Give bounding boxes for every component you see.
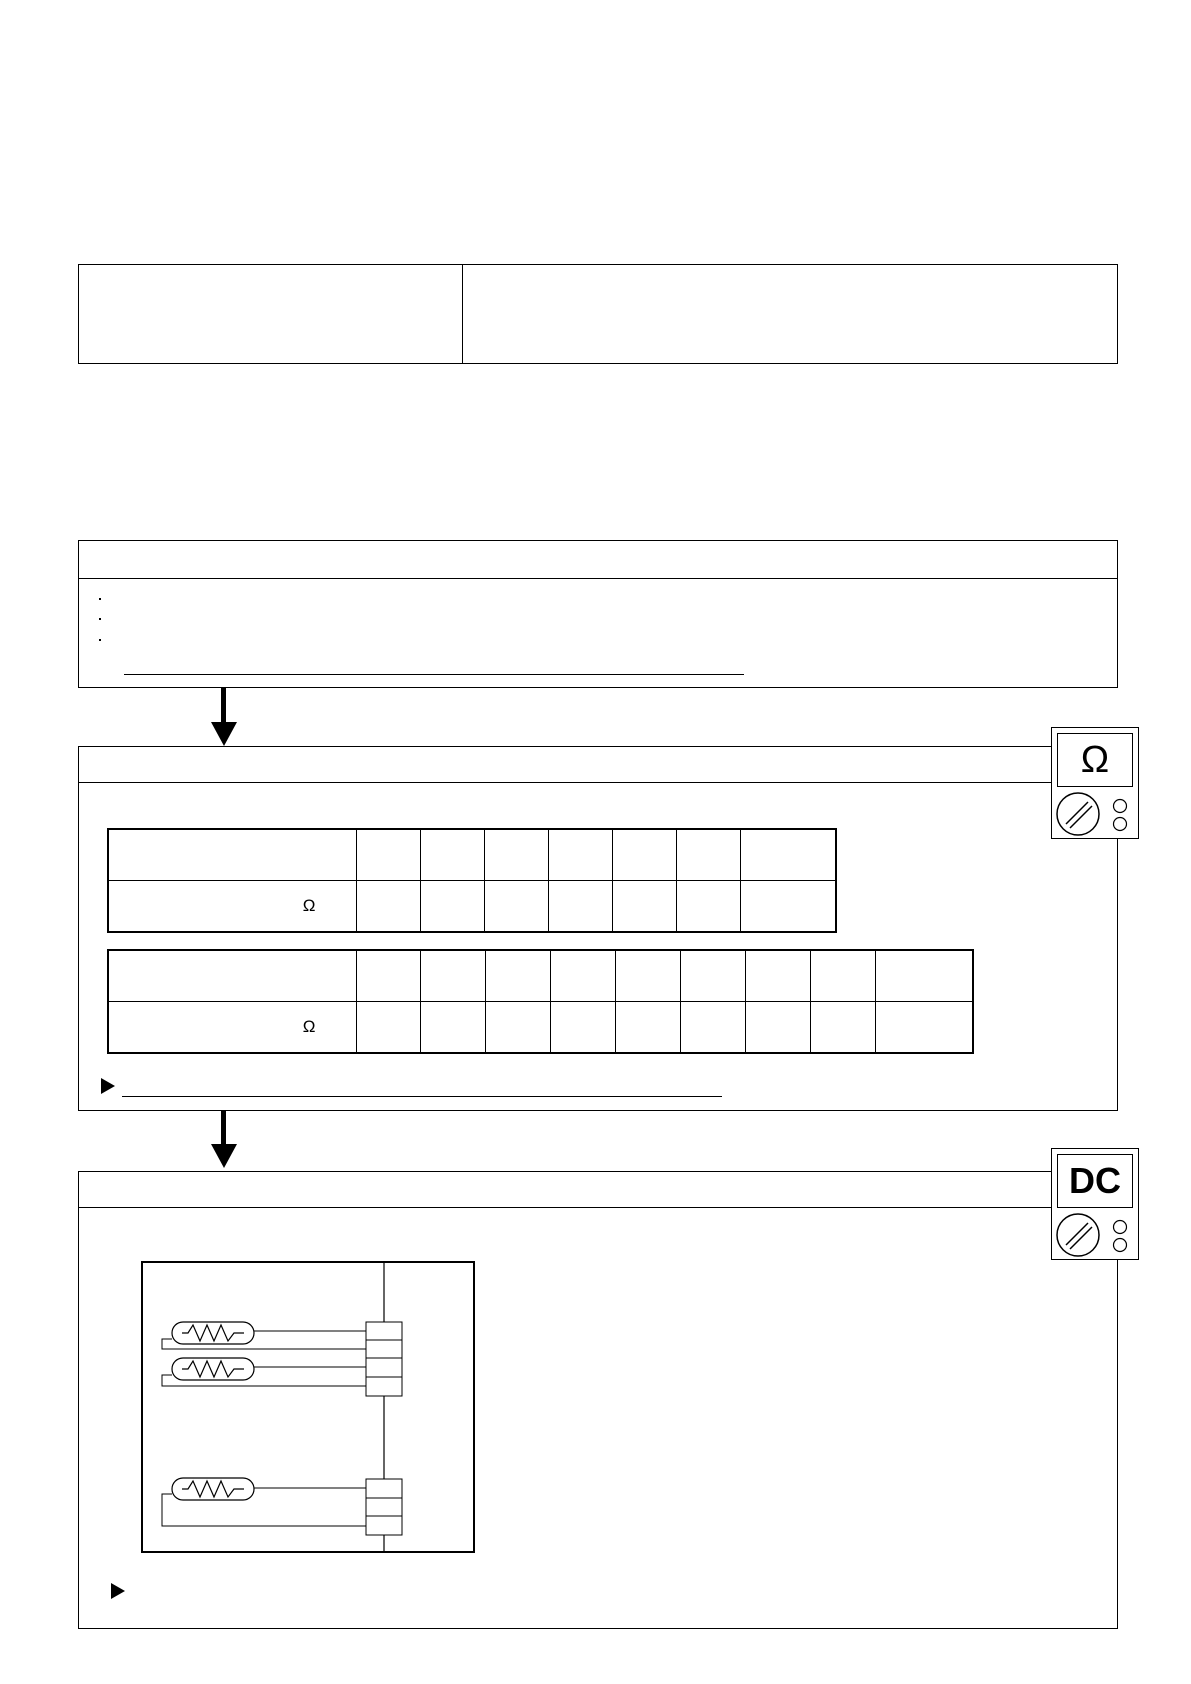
step1-underline	[124, 674, 744, 675]
table-cell	[486, 1002, 551, 1054]
table-cell	[616, 1002, 681, 1054]
table-cell	[356, 881, 420, 933]
dc-label: DC	[1069, 1160, 1121, 1201]
step3-header-divider	[78, 1207, 1118, 1208]
pointer-triangle-icon	[101, 1078, 115, 1094]
table-cell	[108, 829, 356, 881]
table-cell	[108, 950, 356, 1002]
table-cell	[876, 1002, 974, 1054]
step1-bullet-2	[99, 618, 101, 620]
table-cell	[356, 950, 421, 1002]
pointer-triangle-icon	[111, 1583, 125, 1599]
table-cell	[551, 950, 616, 1002]
step1-header-divider	[78, 578, 1118, 579]
resistance-table-1	[107, 828, 837, 933]
ohmmeter-icon	[1051, 727, 1139, 839]
ohmmeter-display	[1057, 733, 1133, 787]
thermistor-icon	[172, 1322, 254, 1344]
thermistor-icon	[172, 1478, 254, 1500]
table-cell	[740, 829, 836, 881]
table-cell	[811, 1002, 876, 1054]
table-cell	[676, 829, 740, 881]
ohm-symbol: Ω	[1080, 738, 1110, 781]
table-cell	[551, 1002, 616, 1054]
table-cell	[616, 950, 681, 1002]
table-row	[108, 950, 973, 1002]
table-cell	[484, 829, 548, 881]
resistance-table-2	[107, 949, 974, 1054]
unit-cell: Ω	[108, 1002, 356, 1054]
meter-dial-icon	[1054, 790, 1138, 838]
table-cell	[746, 1002, 811, 1054]
unit-cell: Ω	[108, 881, 356, 933]
meter-dial-icon	[1054, 1211, 1138, 1259]
summary-table-divider	[462, 264, 463, 364]
step2-underline	[122, 1096, 722, 1097]
down-arrow-icon	[208, 1110, 240, 1170]
table-cell	[420, 881, 484, 933]
table-cell	[356, 829, 420, 881]
step1-box	[78, 540, 1118, 688]
table-row	[108, 1002, 973, 1054]
step1-bullet-3	[99, 639, 101, 641]
table-cell	[612, 881, 676, 933]
sensor-wiring-diagram	[140, 1260, 480, 1554]
table-cell	[612, 829, 676, 881]
table-row	[108, 881, 836, 933]
thermistor-icon	[172, 1358, 254, 1380]
table-cell	[676, 881, 740, 933]
table-cell	[421, 1002, 486, 1054]
table-row	[108, 829, 836, 881]
table-cell	[486, 950, 551, 1002]
table-cell	[420, 829, 484, 881]
table-cell	[811, 950, 876, 1002]
table-cell	[484, 881, 548, 933]
table-cell	[356, 1002, 421, 1054]
table-cell	[876, 950, 974, 1002]
table-cell	[740, 881, 836, 933]
down-arrow-icon	[208, 688, 240, 748]
dc-voltmeter-icon	[1051, 1148, 1139, 1260]
table-cell	[421, 950, 486, 1002]
dc-display	[1057, 1154, 1133, 1208]
table-cell	[548, 881, 612, 933]
step1-bullet-1	[99, 598, 101, 600]
connector-lower-icon	[366, 1479, 402, 1535]
table-cell	[681, 1002, 746, 1054]
table-cell	[746, 950, 811, 1002]
table-cell	[548, 829, 612, 881]
connector-upper-icon	[366, 1322, 402, 1396]
step2-header-divider	[78, 782, 1118, 783]
table-cell	[681, 950, 746, 1002]
summary-table	[78, 264, 1118, 364]
